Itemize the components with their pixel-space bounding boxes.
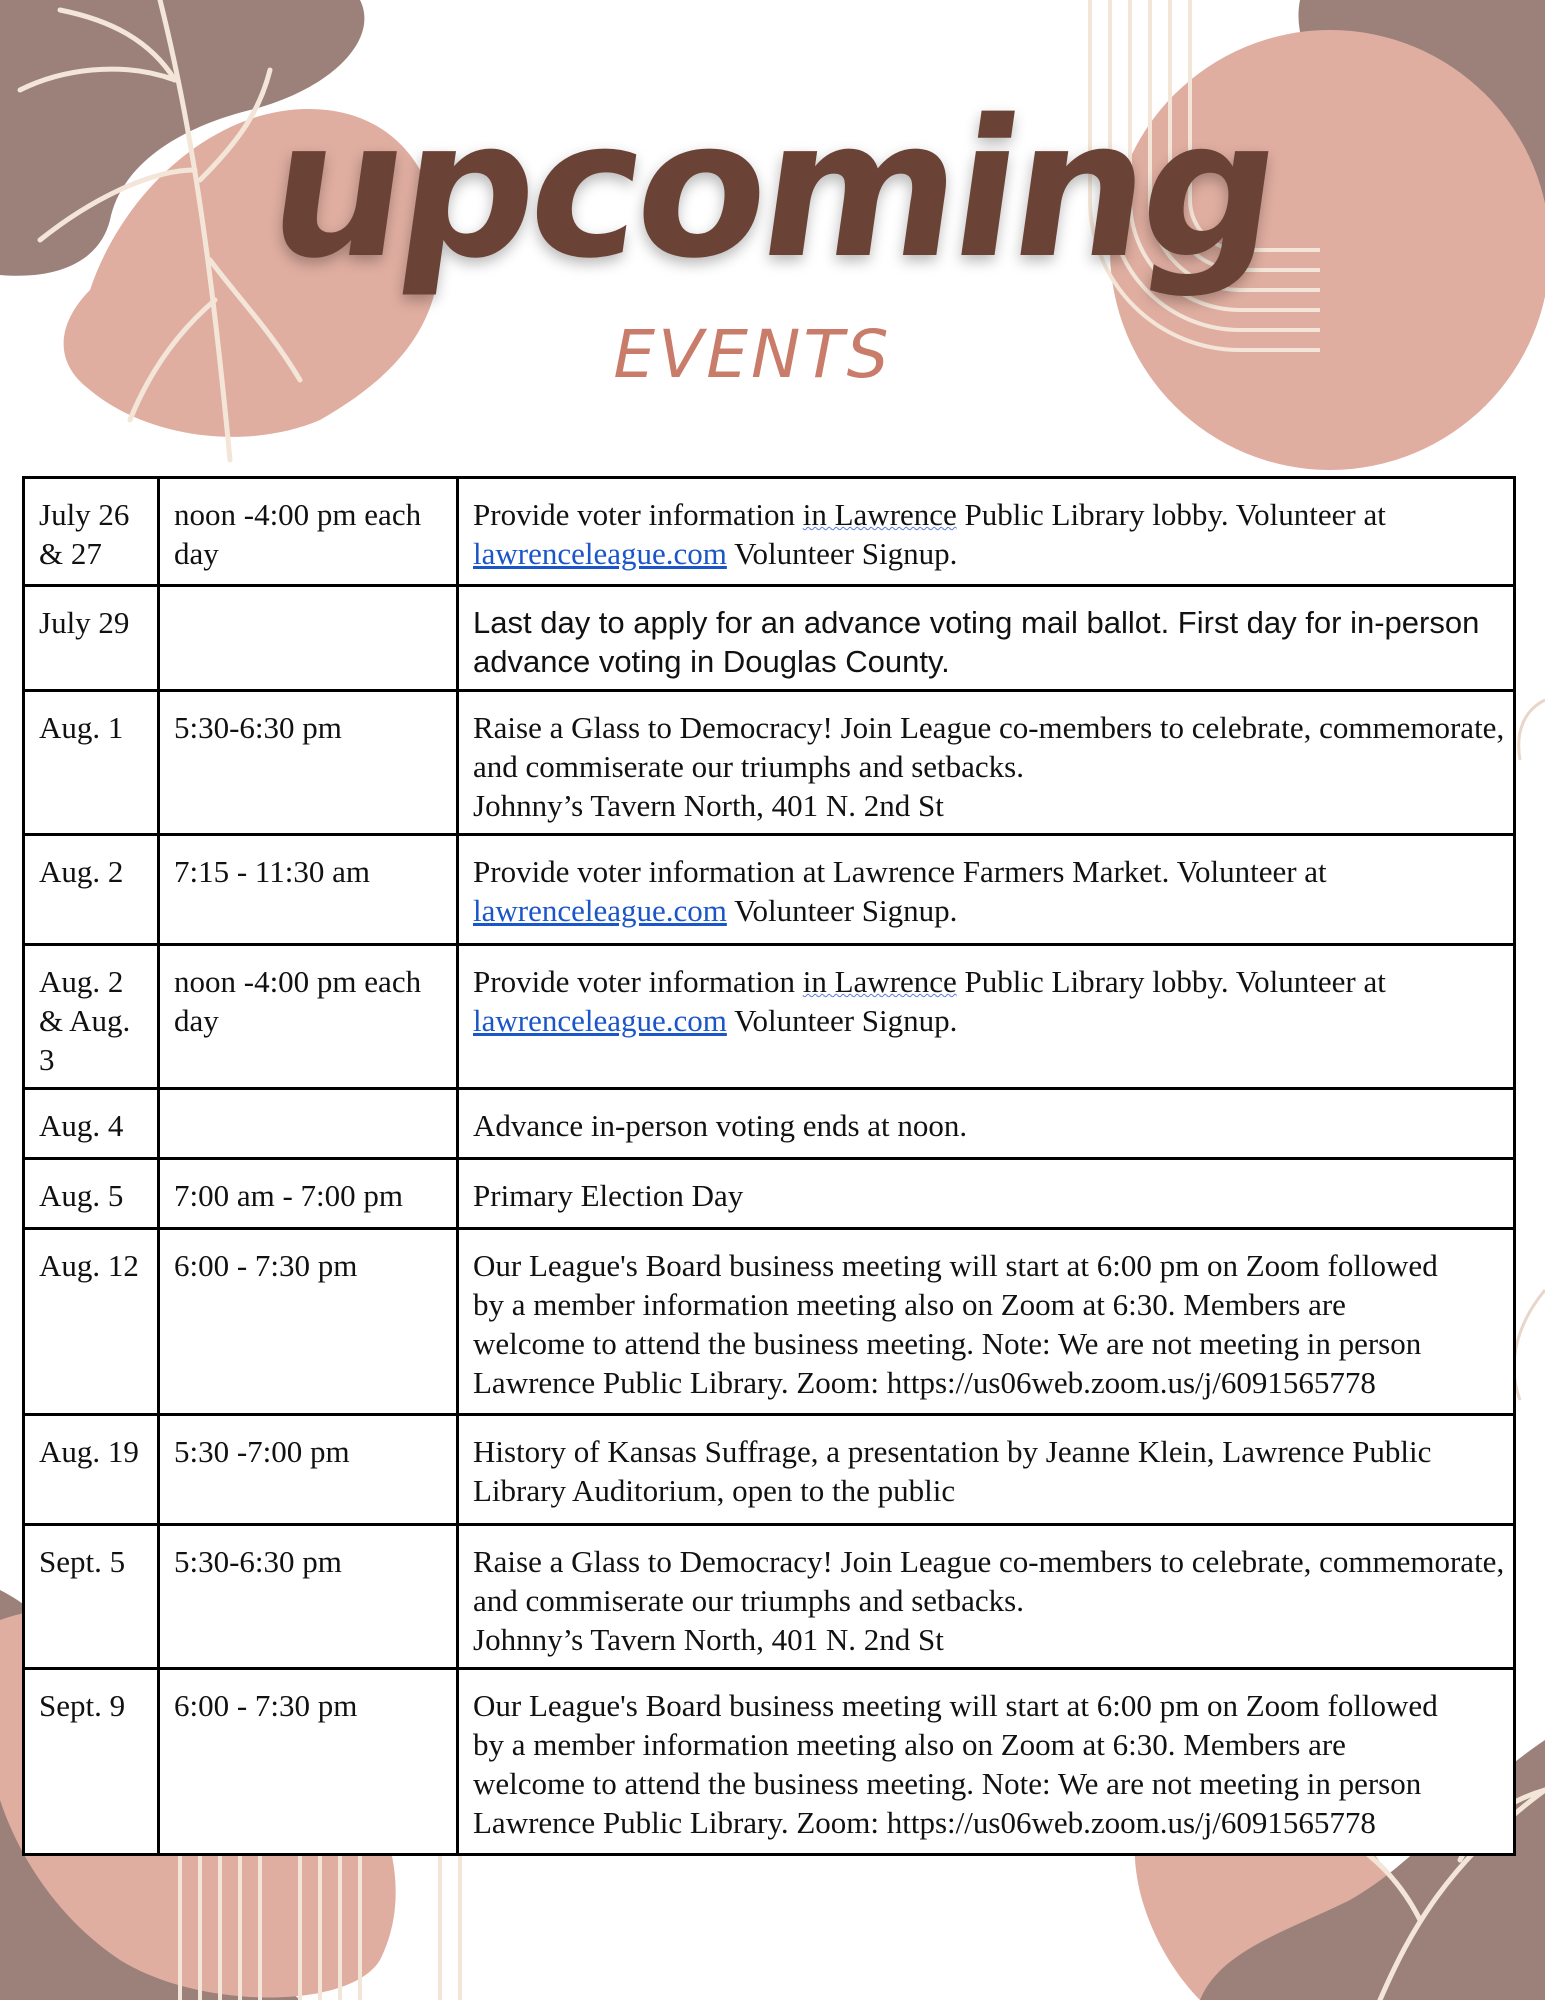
event-description: History of Kansas Suffrage, a presentation by Jeanne Klein, Lawrence Public Library Auditorium, open to the public <box>458 1415 1515 1525</box>
event-description: Advance in-person voting ends at noon. <box>458 1089 1515 1159</box>
event-description: Provide voter information in Lawrence Public Library lobby. Volunteer at lawrenceleague.com Volunteer Signup. <box>458 945 1515 1089</box>
event-description: Provide voter information at Lawrence Farmers Market. Volunteer at lawrenceleague.com Volunteer Signup. <box>458 835 1515 945</box>
event-description: Raise a Glass to Democracy! Join League co-members to celebrate, commemorate, and commiserate our triumphs and setbacks. Johnny’s Tavern North, 401 N. 2nd St <box>458 1525 1515 1669</box>
event-date: Aug. 2 <box>24 835 159 945</box>
event-time: 5:30-6:30 pm <box>159 1525 458 1669</box>
table-row <box>24 1415 1515 1525</box>
event-description: Our League's Board business meeting will start at 6:00 pm on Zoom followed by a member information meeting also on Zoom at 6:30. Members are welcome to attend the business meeting. Note: We are not meeting in person Lawrence Public Library. Zoom: https://us06web.zoom.us/j/6091565778 <box>458 1669 1515 1855</box>
event-description: Provide voter information in Lawrence Public Library lobby. Volunteer at lawrenceleague.com Volunteer Signup. <box>458 478 1515 586</box>
event-date: July 26 & 27 <box>24 478 159 586</box>
event-date: Aug. 5 <box>24 1159 159 1229</box>
event-time: 7:15 - 11:30 am <box>159 835 458 945</box>
table-row <box>24 691 1515 835</box>
event-time: 6:00 - 7:30 pm <box>159 1669 458 1855</box>
page-subtitle: EVENTS <box>613 316 892 393</box>
table-row <box>24 1669 1515 1855</box>
event-time <box>159 586 458 691</box>
event-date: July 29 <box>24 586 159 691</box>
table-row <box>24 478 1515 586</box>
event-time: 7:00 am - 7:00 pm <box>159 1159 458 1229</box>
event-date: Sept. 9 <box>24 1669 159 1855</box>
volunteer-link[interactable]: lawrenceleague.com <box>473 893 727 928</box>
event-time <box>159 1089 458 1159</box>
table-row <box>24 1159 1515 1229</box>
table-row <box>24 945 1515 1089</box>
event-date: Aug. 2 & Aug. 3 <box>24 945 159 1089</box>
event-description: Last day to apply for an advance voting mail ballot. First day for in-person advance voting in Douglas County. <box>458 586 1515 691</box>
event-time: 5:30-6:30 pm <box>159 691 458 835</box>
page-title: upcoming <box>256 79 1289 300</box>
table-row <box>24 1525 1515 1669</box>
volunteer-link[interactable]: lawrenceleague.com <box>473 1003 727 1038</box>
table-row <box>24 586 1515 691</box>
event-date: Aug. 1 <box>24 691 159 835</box>
event-time: 6:00 - 7:30 pm <box>159 1229 458 1415</box>
event-date: Aug. 12 <box>24 1229 159 1415</box>
event-time: noon -4:00 pm each day <box>159 478 458 586</box>
event-date: Aug. 19 <box>24 1415 159 1525</box>
events-table <box>22 476 1516 1856</box>
table-row <box>24 1089 1515 1159</box>
event-description: Our League's Board business meeting will start at 6:00 pm on Zoom followed by a member information meeting also on Zoom at 6:30. Members are welcome to attend the business meeting. Note: We are not meeting in person Lawrence Public Library. Zoom: https://us06web.zoom.us/j/6091565778 <box>458 1229 1515 1415</box>
event-time: noon -4:00 pm each day <box>159 945 458 1089</box>
volunteer-link[interactable]: lawrenceleague.com <box>473 536 727 571</box>
event-description: Primary Election Day <box>458 1159 1515 1229</box>
table-row <box>24 835 1515 945</box>
event-time: 5:30 -7:00 pm <box>159 1415 458 1525</box>
table-row <box>24 1229 1515 1415</box>
event-date: Aug. 4 <box>24 1089 159 1159</box>
event-date: Sept. 5 <box>24 1525 159 1669</box>
event-description: Raise a Glass to Democracy! Join League co-members to celebrate, commemorate, and commiserate our triumphs and setbacks. Johnny’s Tavern North, 401 N. 2nd St <box>458 691 1515 835</box>
